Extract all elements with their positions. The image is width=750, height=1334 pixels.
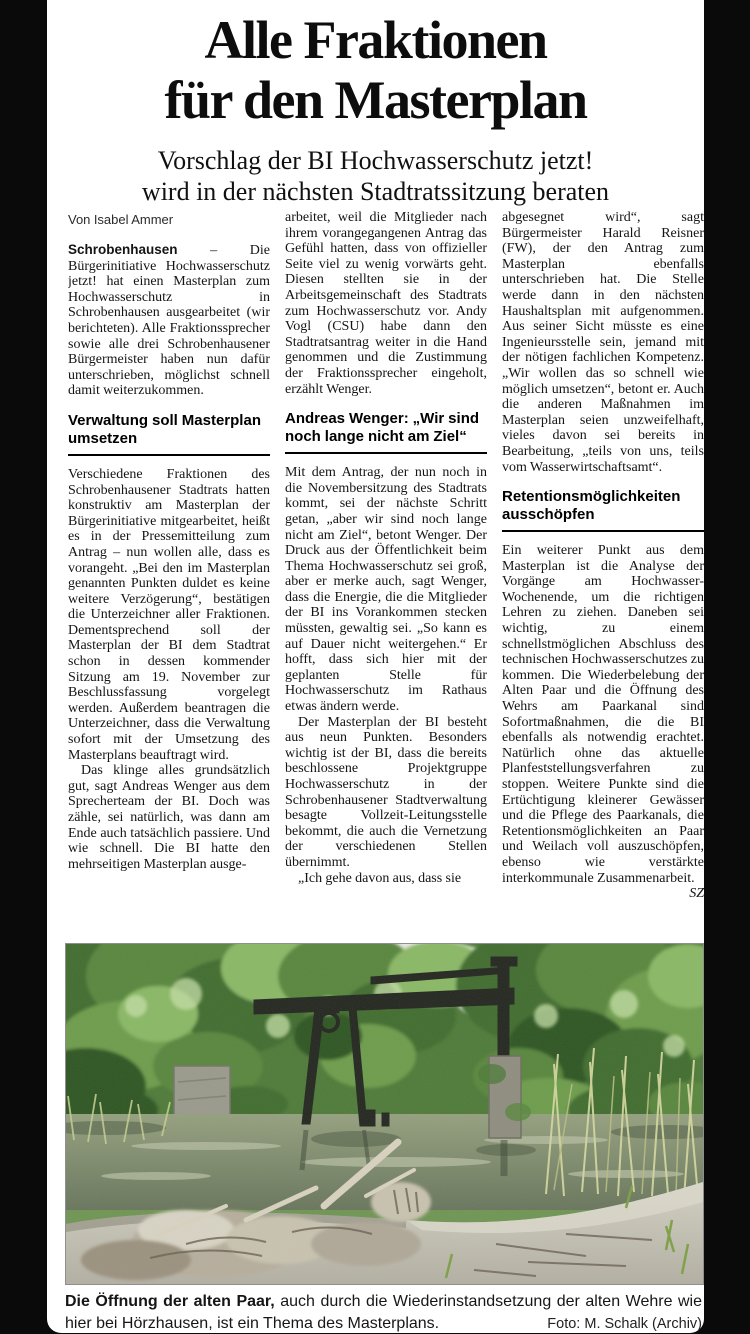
location-lead-in: Schrobenhausen (68, 242, 178, 257)
paragraph-text: – Die Bürgerinitiative Hochwasserschutz jetzt! hat einen Masterplan zum Hochwasserschutz in Schrobenhausen ausgearbeitet (wir berichteten). Alle Fraktionssprecher sowie alle drei Schrobenhausener Bürgermeister haben nun dafür unterschrieben, möglichst schnell damit weiterzukommen. (68, 243, 270, 399)
paragraph: Das klinge alles grundsätzlich gut, sagt Andreas Wenger aus dem Sprecherteam der BI. Doch was zähle, sei natürlich, was dann am Ende auch tatsächlich passiere. Und wie schnell. Die BI hatte den mehrseitigen Masterplan ausge- (68, 763, 270, 872)
article-subheadline (47, 145, 704, 207)
column-2 (285, 210, 487, 944)
photo-caption (65, 1291, 702, 1333)
paragraph: „Ich gehe davon aus, dass sie (298, 870, 462, 886)
article-header (47, 0, 704, 207)
photo-credit: Foto: M. Schalk (Archiv) (547, 1316, 702, 1332)
newspaper-page (47, 0, 704, 1333)
column-1 (68, 210, 270, 944)
headline-line2: für den Masterplan (164, 70, 587, 130)
subhead-verwaltung: Verwaltung soll Masterplan umsetzen (68, 399, 270, 456)
river-weir-illustration (66, 944, 703, 1284)
paragraph (502, 543, 704, 902)
paragraph: Der Masterplan der BI besteht aus neun Punkten. Besonders wichtig ist der BI, dass die bereits beschlossene Projektgruppe Hochwasserschutz in der Schrobenhausener Stadtverwaltung besagte Vollzeit-Leitungsstelle bekommt, die auch die Vernetzung der verschiedenen Stellen übernimmt. (285, 714, 487, 870)
subhead-retention: Retentionsmöglichkeiten ausschöpfen (502, 475, 704, 532)
paragraph: abgesegnet wird“, sagt Bürgermeister Harald Reisner (FW), der den Antrag zum Masterplan ebenfalls unterschrieben hat. Die Stelle werde dann in den nächsten Haushaltsplan mit aufgenommen. Aus seiner Sicht müsste es eine Ingenieursstelle sein, jemand mit der nötigen fachlichen Kompetenz. „Wir wollen das so schnell wie möglich umsetzen“, betont er. Auch die anderen Maßnahmen im Masterplan seien unzweifelhaft, vieles davon sei bereits in Bearbeitung, „teils von uns, teils vom Wasserwirtschaftsamt“. (502, 210, 704, 475)
paragraph-text: Ein weiterer Punkt aus dem Masterplan ist die Analyse der Vorgänge am Hochwasser-Wochenende, um die richtigen Lehren zu ziehen. Daneben sei wichtig, zu einem schnellstmöglichen Abschluss des technischen Hochwasserschutzes zu kommen. Die Wiederbelebung der Alten Paar und die Öffnung des Wehrs am Paarkanal sind Sofortmaßnahmen, die die BI ebenfalls als notwendig erachtet. Natürlich ohne das aktuelle Planfeststellungsverfahren zu stoppen. Weitere Punkte sind die Ertüchtigung kleinerer Gewässer und die Pflege des Paarkanals, die Retentionsmöglichkeiten an Paar und Weilach voll auszuschöpfen, ebenso wie verstärkte interkommunale Zusammenarbeit. (502, 543, 704, 886)
author-signature: SZ (689, 886, 704, 902)
paragraph: Mit dem Antrag, der nun noch in die Novembersitzung des Stadtrats kommt, sei der nächste Schritt getan, „aber wir sind noch lange nicht am Ziel“, betont Wenger. Der Druck aus der Öffentlichkeit beim Thema Hochwasserschutz sei groß, aber er merke auch, sagt Wenger, dass die Energie, die die Mitglieder der BI ins Vorankommen stecken müssten, gewaltig sei. „So kann es auf Dauer nicht weitergehen.“ Er hofft, dass sich hier mit der geplanten Stelle für Hochwasserschutz im Rathaus etwas ändern werde. (285, 465, 487, 715)
byline: Von Isabel Ammer (68, 212, 174, 227)
column-3 (502, 210, 704, 944)
article-headline (47, 10, 704, 130)
subhead-wenger-zitat: Andreas Wenger: „Wir sind noch lange nicht am Ziel“ (285, 397, 487, 454)
caption-text: auch durch die Wiederinstandsetzung der alten Wehre wie hier bei Hörzhausen, ist ein Thema des Masterplans. (65, 1293, 703, 1332)
subheadline-line1: Vorschlag der BI Hochwasserschutz jetzt! (157, 146, 594, 175)
headline-line1: Alle Fraktionen (204, 10, 547, 70)
paragraph: arbeitet, weil die Mitglieder nach ihrem vorangegangenen Antrag das Gefühl hatten, dass von offizieller Seite viel zu wenig vorwärts geht. Diesen stellten sie in der Arbeitsgemeinschaft des Stadtrats zum Hochwasserschutz vor. Andy Vogl (CSU) habe dann den Stadtratsantrag weiter in die Hand genommen und die Zustimmung der Fraktionssprecher eingeholt, erzählt Wenger. (285, 210, 487, 397)
subheadline-line2: wird in der nächsten Stadtratssitzung beraten (141, 177, 610, 206)
caption-lead: Die Öffnung der alten Paar, (65, 1293, 275, 1310)
article-body (68, 210, 704, 944)
article-photo (65, 943, 704, 1285)
paragraph: Verschiedene Fraktionen des Schrobenhausener Stadtrats hatten konstruktiv am Masterplan der Bürgerinitiative mitgearbeitet, heißt es in der Pressemitteilung zum Antrag – nun wollen alle, dass es vorangeht. „Bei den im Masterplan genannten Punkten duldet es keine weitere Verzögerung“, bestätigen die Unterzeichner aller Fraktionen. Dementsprechend soll der Masterplan der BI dem Stadtrat schon in dessen kommender Sitzung am 19. November zur Beschlussfassung vorgelegt werden. Außerdem beantragen die Unterzeichner, dass die Verwaltung sofort mit der Umsetzung des Masterplans beauftragt wird. (68, 466, 270, 763)
paragraph (68, 242, 270, 399)
